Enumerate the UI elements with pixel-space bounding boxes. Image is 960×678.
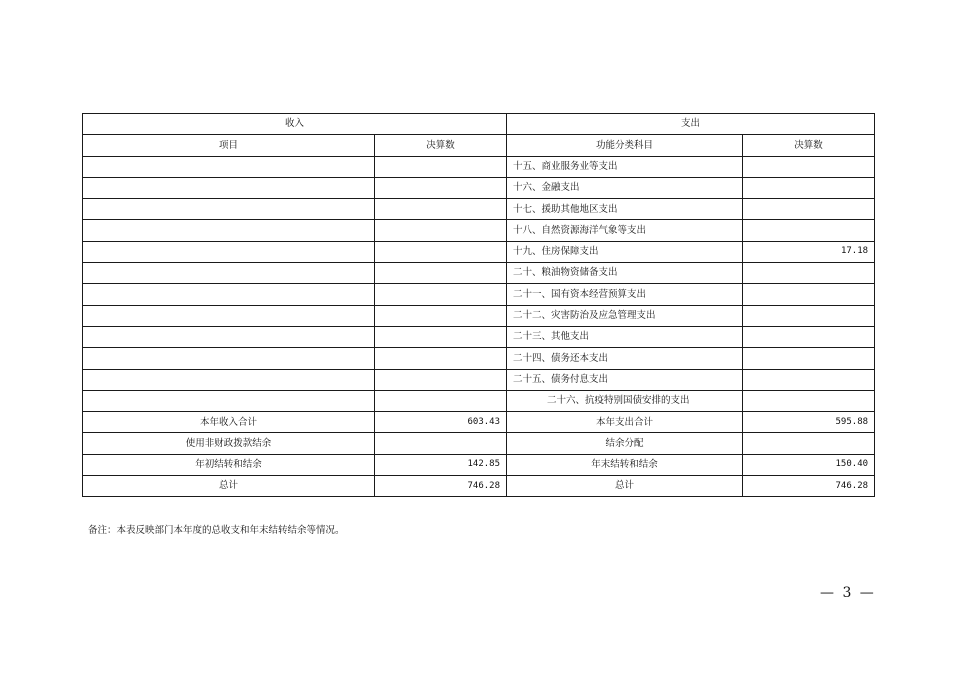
right-item-cell: 十八、自然资源海洋气象等支出 bbox=[507, 220, 743, 241]
col-func-item: 功能分类科目 bbox=[507, 135, 743, 156]
summary-left-amount: 603.43 bbox=[375, 412, 507, 433]
right-amount-cell bbox=[743, 220, 875, 241]
right-amount-cell bbox=[743, 199, 875, 220]
summary-right-item: 总计 bbox=[507, 476, 743, 497]
summary-row bbox=[83, 476, 875, 497]
left-item-cell bbox=[83, 348, 375, 369]
right-item-cell: 十六、金融支出 bbox=[507, 177, 743, 198]
summary-right-item: 年末结转和结余 bbox=[507, 454, 743, 475]
right-amount-cell bbox=[743, 177, 875, 198]
summary-right-amount: 595.88 bbox=[743, 412, 875, 433]
table-row bbox=[83, 177, 875, 198]
right-amount-cell bbox=[743, 326, 875, 347]
left-amount-cell bbox=[375, 369, 507, 390]
table-row bbox=[83, 241, 875, 262]
summary-left-item: 本年收入合计 bbox=[83, 412, 375, 433]
table-row bbox=[83, 220, 875, 241]
left-item-cell bbox=[83, 369, 375, 390]
left-item-cell bbox=[83, 284, 375, 305]
right-item-cell: 二十二、灾害防治及应急管理支出 bbox=[507, 305, 743, 326]
table-row bbox=[83, 348, 875, 369]
left-item-cell bbox=[83, 220, 375, 241]
summary-left-item: 年初结转和结余 bbox=[83, 454, 375, 475]
right-item-cell: 二十五、债务付息支出 bbox=[507, 369, 743, 390]
left-item-cell bbox=[83, 241, 375, 262]
page-number: — 3 — bbox=[820, 585, 876, 601]
right-amount-cell bbox=[743, 390, 875, 411]
right-item-cell: 二十四、债务还本支出 bbox=[507, 348, 743, 369]
left-amount-cell bbox=[375, 156, 507, 177]
right-amount-cell bbox=[743, 284, 875, 305]
left-amount-cell bbox=[375, 348, 507, 369]
left-amount-cell bbox=[375, 284, 507, 305]
right-item-cell: 十七、援助其他地区支出 bbox=[507, 199, 743, 220]
summary-row bbox=[83, 433, 875, 454]
right-item-cell: 十九、住房保障支出 bbox=[507, 241, 743, 262]
left-amount-cell bbox=[375, 390, 507, 411]
left-amount-cell bbox=[375, 263, 507, 284]
summary-right-amount: 150.40 bbox=[743, 454, 875, 475]
summary-right-item: 结余分配 bbox=[507, 433, 743, 454]
left-item-cell bbox=[83, 263, 375, 284]
right-amount-cell bbox=[743, 156, 875, 177]
income-header: 收入 bbox=[83, 114, 507, 135]
summary-row bbox=[83, 412, 875, 433]
summary-right-amount bbox=[743, 433, 875, 454]
left-amount-cell bbox=[375, 199, 507, 220]
right-item-cell: 二十三、其他支出 bbox=[507, 326, 743, 347]
left-amount-cell bbox=[375, 177, 507, 198]
col-item: 项目 bbox=[83, 135, 375, 156]
right-item-cell: 十五、商业服务业等支出 bbox=[507, 156, 743, 177]
left-amount-cell bbox=[375, 326, 507, 347]
summary-right-amount: 746.28 bbox=[743, 476, 875, 497]
table-row bbox=[83, 199, 875, 220]
left-item-cell bbox=[83, 390, 375, 411]
right-amount-cell bbox=[743, 263, 875, 284]
left-amount-cell bbox=[375, 241, 507, 262]
table-row bbox=[83, 284, 875, 305]
summary-right-item: 本年支出合计 bbox=[507, 412, 743, 433]
right-item-cell: 二十一、国有资本经营预算支出 bbox=[507, 284, 743, 305]
table-row bbox=[83, 305, 875, 326]
budget-table bbox=[82, 113, 875, 497]
table-row bbox=[83, 326, 875, 347]
left-item-cell bbox=[83, 305, 375, 326]
table-row bbox=[83, 369, 875, 390]
right-amount-cell bbox=[743, 369, 875, 390]
column-header-row bbox=[83, 135, 875, 156]
summary-left-amount bbox=[375, 433, 507, 454]
summary-left-item: 总计 bbox=[83, 476, 375, 497]
left-item-cell bbox=[83, 199, 375, 220]
table-note: 备注：本表反映部门本年度的总收支和年末结转结余等情况。 bbox=[88, 525, 345, 536]
expense-header: 支出 bbox=[507, 114, 875, 135]
right-amount-cell: 17.18 bbox=[743, 241, 875, 262]
col-func-amount: 决算数 bbox=[743, 135, 875, 156]
left-item-cell bbox=[83, 177, 375, 198]
table-row bbox=[83, 263, 875, 284]
summary-left-amount: 746.28 bbox=[375, 476, 507, 497]
summary-left-item: 使用非财政拨款结余 bbox=[83, 433, 375, 454]
left-item-cell bbox=[83, 326, 375, 347]
right-amount-cell bbox=[743, 305, 875, 326]
summary-left-amount: 142.85 bbox=[375, 454, 507, 475]
header-row bbox=[83, 114, 875, 135]
left-amount-cell bbox=[375, 220, 507, 241]
left-amount-cell bbox=[375, 305, 507, 326]
summary-row bbox=[83, 454, 875, 475]
right-amount-cell bbox=[743, 348, 875, 369]
col-amount: 决算数 bbox=[375, 135, 507, 156]
right-item-cell: 二十、粮油物资储备支出 bbox=[507, 263, 743, 284]
table-row bbox=[83, 390, 875, 411]
left-item-cell bbox=[83, 156, 375, 177]
right-item-cell: 二十六、抗疫特别国债安排的支出 bbox=[507, 390, 743, 411]
table-row bbox=[83, 156, 875, 177]
